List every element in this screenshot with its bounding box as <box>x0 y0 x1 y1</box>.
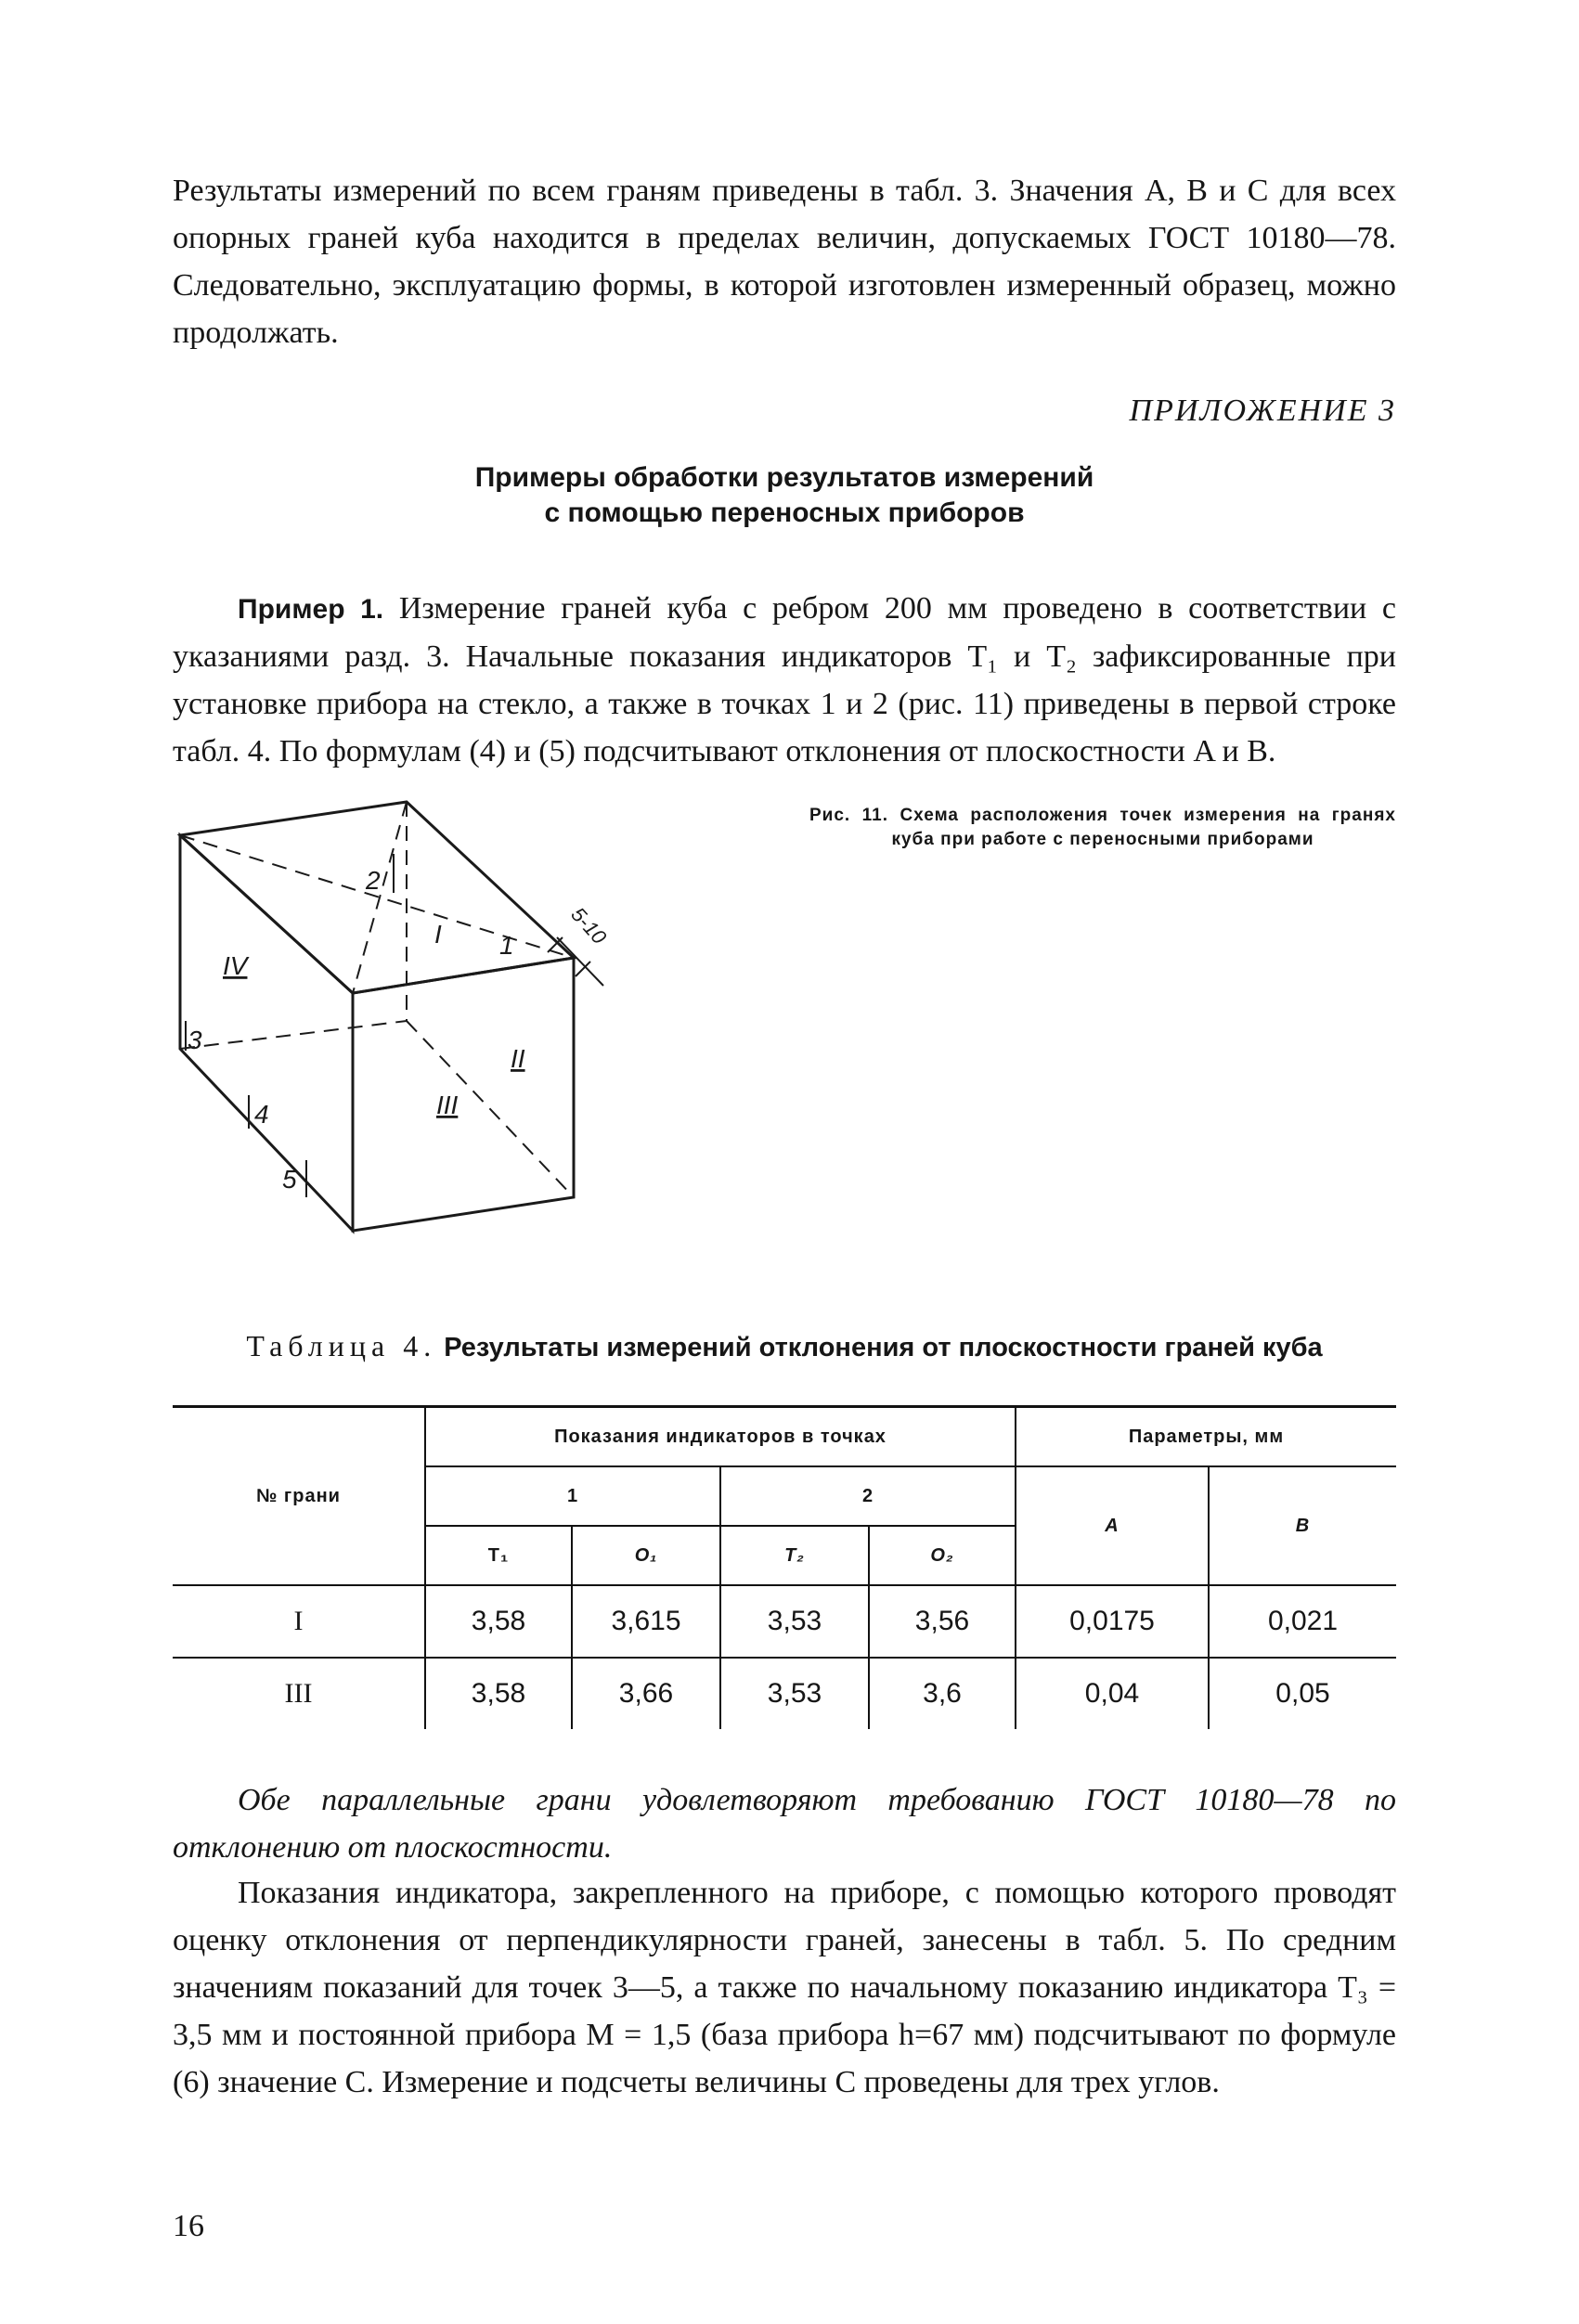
example-text: Измерение граней куба с ребром 200 мм проведено в соответствии с указаниями разд. 3. Начальные показания индикаторов T₁ и T₂ зафиксированные при установке прибора на стекло, а также в точках 1 и 2 (рис. 11) приведены в первой строке табл. 4. По формулам (4) и (5) подсчитывают отклонения от плоскостности A и B. <box>173 591 1397 768</box>
point-label-5: 5 <box>282 1165 297 1194</box>
cell-face: III <box>284 1678 313 1709</box>
cell-face: I <box>173 1585 425 1658</box>
cell-B: 0,021 <box>1209 1585 1396 1658</box>
header-B: B <box>1209 1466 1396 1585</box>
cube-diagram <box>167 789 650 1234</box>
point-label-2: 2 <box>366 866 381 895</box>
header-T1: T₁ <box>425 1526 572 1585</box>
header-point-2: 2 <box>720 1466 1016 1526</box>
table-title <box>173 1329 1396 1364</box>
result-paragraph: Обе параллельные грани удовлетворяют требованию ГОСТ 10180—78 по отклонению от плоскостности. <box>173 1783 1396 1865</box>
section-title-line-2: с помощью переносных приборов <box>544 497 1025 528</box>
header-params: Параметры, мм <box>1016 1407 1396 1467</box>
cell-O1: 3,66 <box>572 1658 720 1729</box>
cell-T1: 3,58 <box>425 1658 572 1729</box>
cube-front-face <box>353 958 574 1231</box>
hidden-edge-bottom-right <box>407 1021 574 1197</box>
top-diagonal-1 <box>180 835 574 958</box>
appendix-label: ПРИЛОЖЕНИЕ 3 <box>1129 394 1396 428</box>
cell-O2: 3,56 <box>869 1585 1016 1658</box>
cell-T2: 3,53 <box>720 1585 869 1658</box>
header-O1: O₁ <box>572 1526 720 1585</box>
cell-T1: 3,58 <box>425 1585 572 1658</box>
face-label-III: III <box>436 1091 459 1119</box>
intro-paragraph: Результаты измерений по всем граням приведены в табл. 3. Значения A, B и C для всех опорных граней куба находится в пределах величин, допускаемых ГОСТ 10180—78. Следовательно, эксплуатацию формы, в которой изготовлен измеренный образец, можно продолжать. <box>173 174 1396 350</box>
measurements-table <box>173 1405 1396 1729</box>
example-paragraph <box>173 585 1396 775</box>
table-row <box>173 1585 1396 1658</box>
cell-A: 0,0175 <box>1016 1585 1209 1658</box>
header-readings: Показания индикаторов в точках <box>425 1407 1016 1467</box>
cell-A: 0,04 <box>1016 1658 1209 1729</box>
header-A: A <box>1016 1466 1209 1585</box>
cell-O2: 3,6 <box>869 1658 1016 1729</box>
face-label-IV: IV <box>223 951 248 980</box>
header-O2: O₂ <box>869 1526 1016 1585</box>
hidden-edge-bottom-left <box>180 1021 407 1049</box>
table-label: Таблица 4. <box>246 1329 437 1362</box>
example-label: Пример 1. <box>238 594 384 625</box>
table-caption: Результаты измерений отклонения от плоскостности граней куба <box>444 1333 1323 1362</box>
page-number: 16 <box>173 2209 204 2243</box>
figure-caption: Рис. 11. Схема расположения точек измерения на гранях куба при работе с переносными приборами <box>809 806 1396 849</box>
indicator-paragraph: Показания индикатора, закрепленного на приборе, с помощью которого проводят оценку отклонения от перпендикулярности граней, занесены в табл. 5. По средним значениям показаний для точек 3—5, а также по начальному показанию индикатора T₃ = 3,5 мм и постоянной прибора M = 1,5 (база прибора h=67 мм) подсчитывают по формуле (6) значение C. Измерение и подсчеты величины C проведены для трех углов. <box>173 1876 1396 2099</box>
point-label-1: 1 <box>499 931 514 960</box>
face-label-II: II <box>511 1044 525 1073</box>
section-title-line-1: Примеры обработки результатов измерений <box>474 462 1094 493</box>
face-label-I: I <box>434 920 442 949</box>
top-diagonal-2 <box>353 802 407 993</box>
cell-O1: 3,615 <box>572 1585 720 1658</box>
header-face-no: № грани <box>173 1407 425 1586</box>
header-point-1: 1 <box>425 1466 720 1526</box>
section-title <box>173 460 1396 531</box>
point-label-4: 4 <box>254 1100 269 1129</box>
cell-B: 0,05 <box>1209 1658 1396 1729</box>
offset-label: 5-10 <box>566 902 612 949</box>
cell-T2: 3,53 <box>720 1658 869 1729</box>
header-T2: T₂ <box>720 1526 869 1585</box>
table-row <box>173 1658 1396 1729</box>
cube-left-face <box>180 835 353 1231</box>
point-label-3: 3 <box>188 1026 202 1054</box>
